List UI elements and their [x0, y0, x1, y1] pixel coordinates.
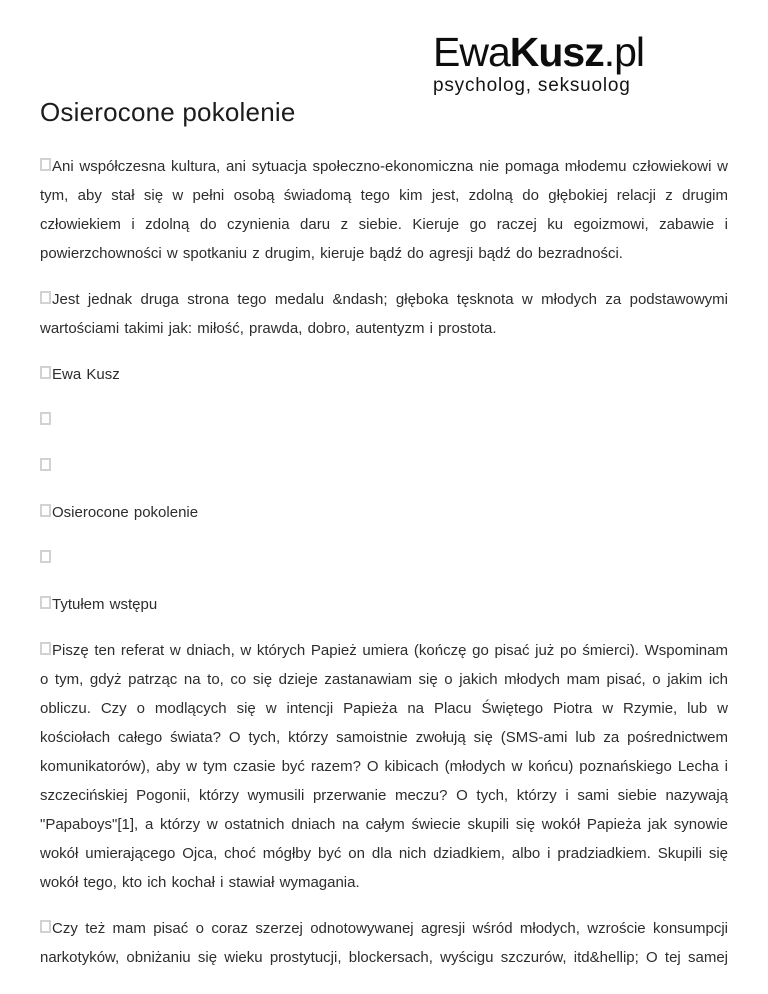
article-paragraph-cutoff	[40, 914, 728, 972]
missing-glyph-box	[40, 504, 51, 517]
article-paragraph	[40, 152, 728, 268]
paragraph-text: Tytułem wstępu	[52, 596, 158, 613]
article-paragraph	[40, 636, 728, 897]
missing-glyph-box	[40, 596, 51, 609]
missing-glyph-box	[40, 920, 51, 933]
article-paragraph-author	[40, 360, 728, 389]
paragraph-text: Czy też mam pisać o coraz szerzej odnotowywanej agresji wśród młodych, wzroście konsumpcji narkotyków, obniżaniu się wieku prostytucji, blockersach, wyścigu szczurów, itd&hellip; O tej samej	[40, 920, 728, 966]
article-paragraph-empty	[40, 406, 728, 435]
missing-glyph-box	[40, 412, 51, 425]
article-paragraph-empty	[40, 452, 728, 481]
missing-glyph-box	[40, 642, 51, 655]
paragraph-text: Osierocone pokolenie	[52, 504, 199, 521]
missing-glyph-box	[40, 291, 51, 304]
page-title: Osierocone pokolenie	[40, 97, 296, 127]
logo-part-ewa: Ewa	[433, 29, 510, 75]
paragraph-text: Ewa Kusz	[52, 366, 120, 383]
missing-glyph-box	[40, 366, 51, 379]
article-paragraph-subtitle	[40, 498, 728, 527]
logo-part-pl: .pl	[603, 29, 645, 75]
site-logo-wordmark	[433, 29, 645, 75]
article-paragraph-intro-heading	[40, 590, 728, 619]
paragraph-text: Ani współczesna kultura, ani sytuacja społeczno-ekonomiczna nie pomaga młodemu człowiekowi w tym, aby stał się w pełni osobą świadomą tego kim jest, zdolną do głębokiej relacji z drugim człowiekiem i zdolną do czynienia daru z siebie. Kieruje go raczej ku egoizmowi, zabawie i powierzchowności w spotkaniu z drugim, kieruje bądź do agresji bądź do bezradności.	[40, 158, 728, 262]
paragraph-text: Piszę ten referat w dniach, w których Papież umiera (kończę go pisać już po śmierci). Wspominam o tym, gdyż patrząc na to, co się dzieje zastanawiam się o jakich młodych mam pisać, o jakim ich obliczu. Czy o modlących się w intencji Papieża na Placu Świętego Piotra w Rzymie, lub w kościołach całego świata? O tych, którzy samoistnie zwołują się (SMS-ami lub za pośrednictwem komunikatorów), aby w tym czasie być razem? O kibicach (młodych w końcu) poznańskiego Lecha i szczecińskiej Pogonii, którzy wymusili przerwanie meczu? O tych, którzy i sami siebie nazywają "Papaboys"[1], a którzy w ostatnich dniach na całym świecie skupili się wokół Papieża jak synowie wokół umierającego Ojca, choć mógłby być on dla nich dziadkiem, albo i pradziadkiem. Skupili się wokół tego, kto ich kochał i stawiał wymagania.	[40, 642, 728, 891]
article-paragraph-empty	[40, 544, 728, 573]
missing-glyph-box	[40, 158, 51, 171]
missing-glyph-box	[40, 458, 51, 471]
paragraph-text: Jest jednak druga strona tego medalu &ndash; głęboka tęsknota w młodych za podstawowymi wartościami takimi jak: miłość, prawda, dobro, autentyzm i prostota.	[40, 291, 728, 337]
site-logo[interactable]	[433, 29, 645, 96]
site-logo-tagline: psycholog, seksuolog	[433, 75, 631, 96]
article-paragraph	[40, 285, 728, 343]
logo-part-kusz: Kusz	[509, 29, 604, 75]
missing-glyph-box	[40, 550, 51, 563]
